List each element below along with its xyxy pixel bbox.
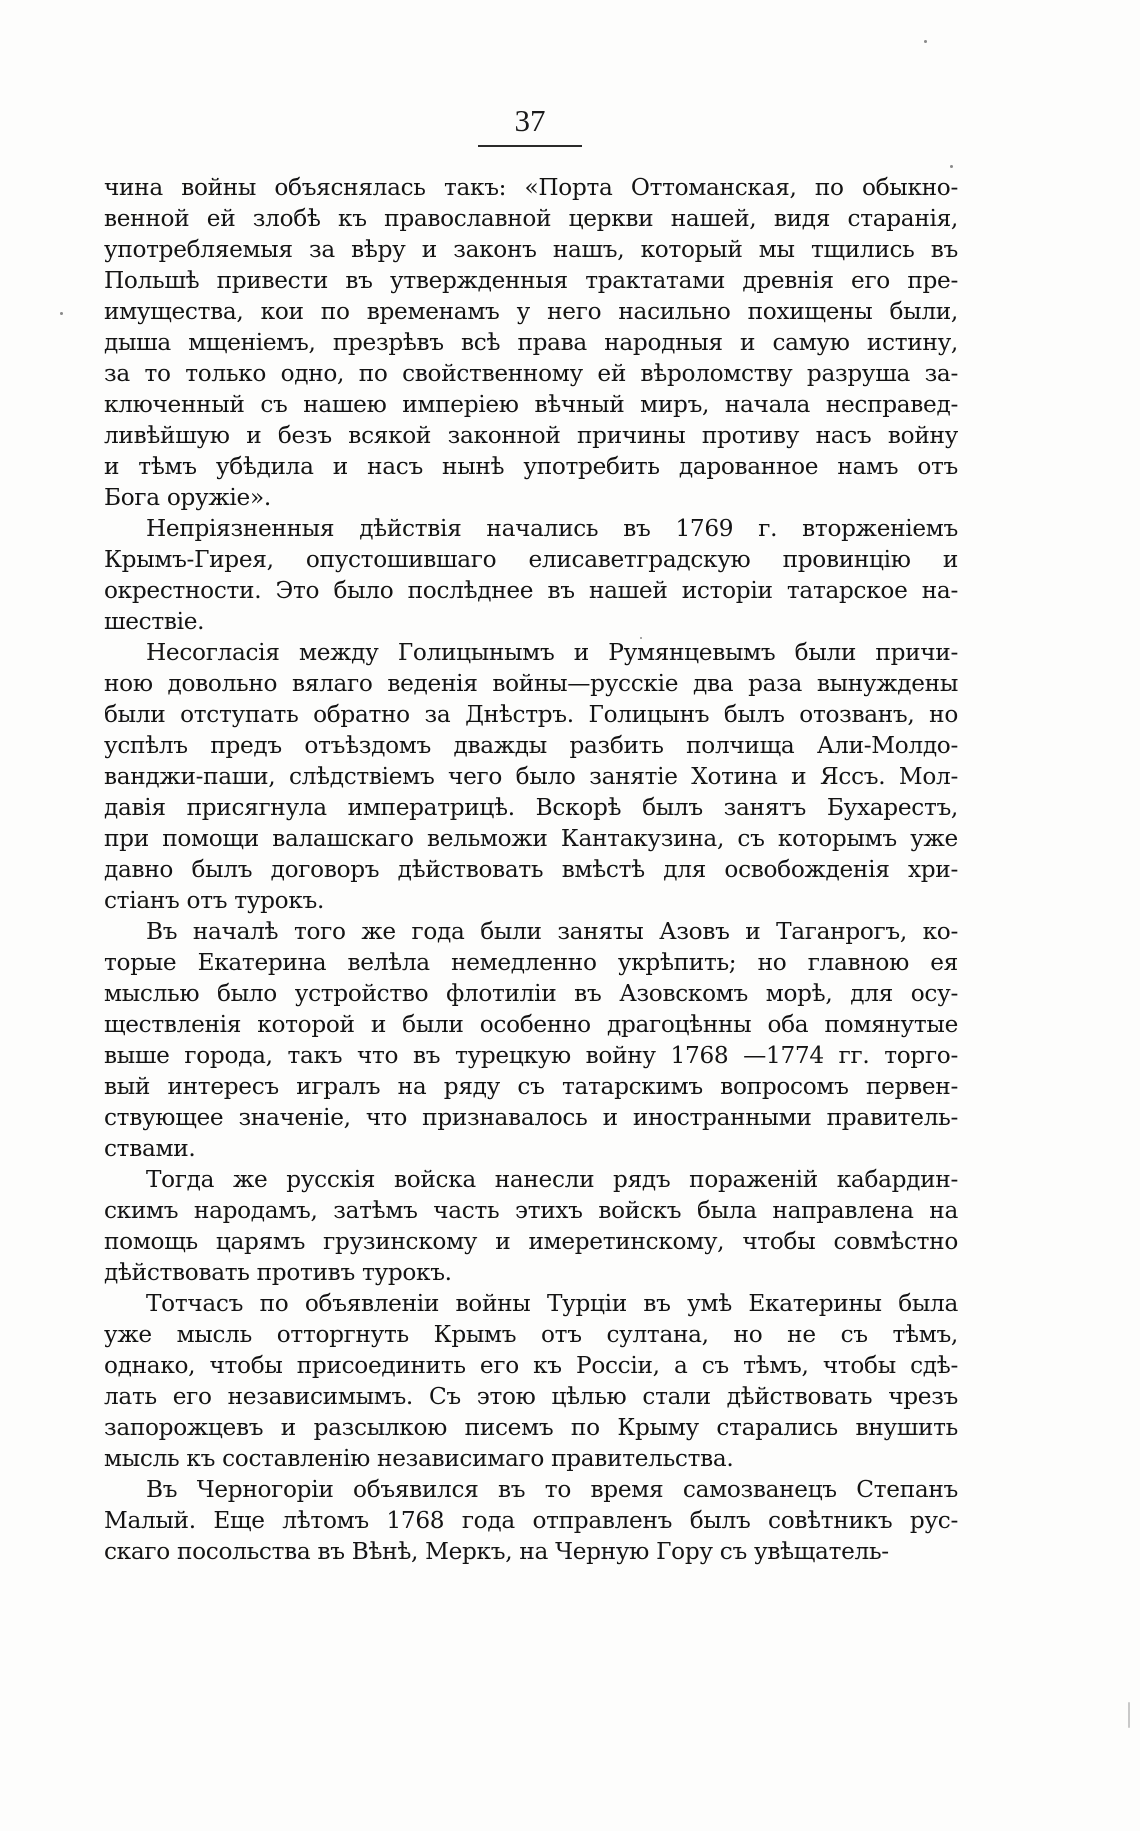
text-line: чина войны объяснялась такъ: «Порта Оттоманская, по обыкно- xyxy=(104,174,958,201)
text-line: имущества, кои по временамъ у него насильно похищены были, xyxy=(104,298,958,325)
text-line: скаго посольства въ Вѣнѣ, Меркъ, на Черную Гору съ увѣщатель- xyxy=(104,1538,889,1565)
text-line: ствами. xyxy=(104,1135,196,1162)
text-line: употребляемыя за вѣру и законъ нашъ, который мы тщились въ xyxy=(104,236,958,263)
text-line: Польшѣ привести въ утвержденныя трактатами древнія его пре- xyxy=(104,267,958,294)
text-line: ванджи-паши, слѣдствіемъ чего было занятіе Хотина и Яссъ. Мол- xyxy=(104,763,958,790)
text-line: Непріязненныя дѣйствія начались въ 1769 г. вторженіемъ xyxy=(146,515,958,542)
text-line: Малый. Еще лѣтомъ 1768 года отправленъ былъ совѣтникъ рус- xyxy=(104,1507,958,1534)
text-line: выше города, такъ что въ турецкую войну 1768 —1774 гг. торго- xyxy=(104,1042,958,1069)
text-line: были отступать обратно за Днѣстръ. Голицынъ былъ отозванъ, но xyxy=(104,701,958,728)
text-line: уже мысль отторгнуть Крымъ отъ султана, но не съ тѣмъ, xyxy=(104,1321,958,1348)
text-line: Крымъ-Гирея, опустошившаго елисаветградскую провинцію и xyxy=(104,546,958,573)
text-line: Тотчасъ по объявленіи войны Турціи въ умѣ Екатерины была xyxy=(146,1290,958,1317)
text-line: давно былъ договоръ дѣйствовать вмѣстѣ для освобожденія хри- xyxy=(104,856,958,883)
text-line: помощь царямъ грузинскому и имеретинскому, чтобы совмѣстно xyxy=(104,1228,958,1255)
text-line: ществленія которой и были особенно драгоцѣнны оба помянутые xyxy=(104,1011,958,1038)
text-line: и тѣмъ убѣдила и насъ нынѣ употребить дарованное намъ отъ xyxy=(104,453,958,480)
page-number: 37 xyxy=(514,103,546,138)
text-line: ствующее значеніе, что признавалось и иностранными правитель- xyxy=(104,1104,958,1131)
paragraph xyxy=(104,916,958,1164)
text-line: стіанъ отъ турокъ. xyxy=(104,887,325,914)
text-line: Несогласія между Голицынымъ и Румянцевымъ были причи- xyxy=(146,639,958,666)
text-line: мысль къ составленію независимаго правительства. xyxy=(104,1445,734,1472)
text-line: окрестности. Это было послѣднее въ нашей исторіи татарское на- xyxy=(104,577,958,604)
text-line: торые Екатерина велѣла немедленно укрѣпить; но главною ея xyxy=(104,949,958,976)
body-text xyxy=(104,172,958,1567)
paragraph xyxy=(104,172,958,513)
page-number-rule xyxy=(478,145,582,147)
text-line: однако, чтобы присоединить его къ Россіи, а съ тѣмъ, чтобы сдѣ- xyxy=(104,1352,958,1379)
text-line: при помощи валашскаго вельможи Кантакузина, съ которымъ уже xyxy=(104,825,958,852)
paragraph xyxy=(104,1474,958,1567)
text-line: мыслью было устройство флотиліи въ Азовскомъ морѣ, для осу- xyxy=(104,980,958,1007)
paragraph xyxy=(104,513,958,637)
text-line: скимъ народамъ, затѣмъ часть этихъ войскъ была направлена на xyxy=(104,1197,958,1224)
text-line: Бога оружіе». xyxy=(104,484,271,511)
text-line: дыша мщеніемъ, презрѣвъ всѣ права народныя и самую истину, xyxy=(104,329,958,356)
text-line: дѣйствовать противъ турокъ. xyxy=(104,1259,452,1286)
text-line: Въ Черногоріи объявился въ то время самозванецъ Степанъ xyxy=(146,1476,958,1503)
text-line: шествіе. xyxy=(104,608,205,635)
text-line: ключенный съ нашею имперіею вѣчный миръ, начала несправед- xyxy=(104,391,958,418)
paragraph xyxy=(104,1164,958,1288)
text-line: венной ей злобѣ къ православной церкви нашей, видя старанія, xyxy=(104,205,958,232)
text-line: давія присягнула императрицѣ. Вскорѣ былъ занятъ Бухарестъ, xyxy=(104,794,958,821)
text-line: Тогда же русскія войска нанесли рядъ пораженій кабардин- xyxy=(146,1166,958,1193)
text-line: запорожцевъ и разсылкою писемъ по Крыму старались внушить xyxy=(104,1414,958,1441)
text-line: Въ началѣ того же года были заняты Азовъ и Таганрогъ, ко- xyxy=(146,918,958,945)
paragraph xyxy=(104,637,958,916)
text-line: вый интересъ игралъ на ряду съ татарскимъ вопросомъ первен- xyxy=(104,1073,958,1100)
text-line: ною довольно вялаго веденія войны—русскіе два раза вынуждены xyxy=(104,670,958,697)
paragraph xyxy=(104,1288,958,1474)
text-line: ливѣйшую и безъ всякой законной причины противу насъ войну xyxy=(104,422,958,449)
text-line: успѣлъ предъ отъѣздомъ дважды разбить полчища Али-Молдо- xyxy=(104,732,958,759)
text-line: лать его независимымъ. Съ этою цѣлью стали дѣйствовать чрезъ xyxy=(104,1383,958,1410)
text-line: за то только одно, по свойственному ей вѣроломству разруша за- xyxy=(104,360,958,387)
